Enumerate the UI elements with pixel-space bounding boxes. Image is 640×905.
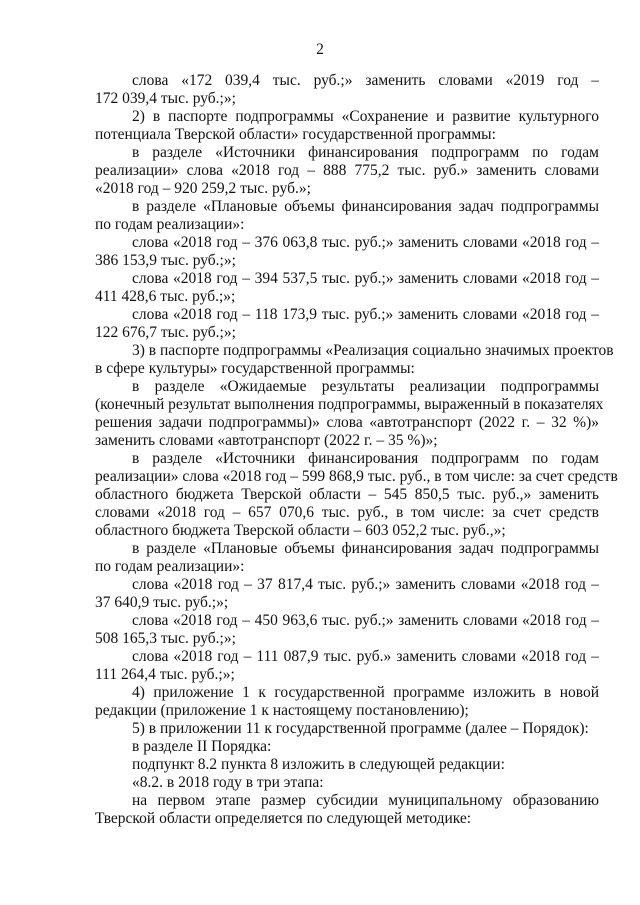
- text-line: 37 640,9 тыс. руб.;»;: [95, 594, 229, 611]
- paragraph: [95, 198, 599, 234]
- paragraph: [95, 684, 599, 720]
- text-line: по годам реализации»:: [95, 558, 245, 575]
- text-line: в сфере культуры» государственной программы:: [95, 360, 415, 377]
- text-line: 4) приложение 1 к государственной программе изложить в новой: [132, 684, 599, 701]
- paragraph: [95, 792, 599, 828]
- text-line: решения задачи подпрограммы)» слова «автотранспорт (2022 г. – 32 %)»: [95, 414, 599, 431]
- text-line: 111 264,4 тыс. руб.;»;: [95, 666, 235, 683]
- text-line: словами «2018 год – 657 070,6 тыс. руб., в том числе: за счет средств: [95, 504, 599, 521]
- text-line: 411 428,6 тыс. руб.;»;: [95, 288, 236, 305]
- text-line: 172 039,4 тыс. руб.;»;: [95, 90, 236, 107]
- paragraph: [95, 378, 604, 450]
- text-line: в разделе «Плановые объемы финансирования задач подпрограммы: [132, 540, 599, 557]
- paragraph: [95, 774, 599, 792]
- text-line: слова «2018 год – 118 173,9 тыс. руб.;» заменить словами «2018 год –: [132, 306, 599, 323]
- paragraph: [95, 306, 599, 342]
- document-body: [95, 72, 618, 828]
- paragraph: [95, 144, 599, 198]
- text-line: подпункт 8.2 пункта 8 изложить в следующей редакции:: [132, 756, 505, 773]
- text-line: по годам реализации»:: [95, 216, 245, 233]
- text-line: областного бюджета Тверской области – 545 850,5 тыс. руб.,» заменить: [95, 486, 599, 503]
- text-line: 122 676,7 тыс. руб.;»;: [95, 324, 236, 341]
- text-line: в разделе «Ожидаемые результаты реализации подпрограммы: [132, 378, 599, 395]
- text-line: реализации» слова «2018 год – 599 868,9 тыс. руб., в том числе: за счет средств: [95, 468, 618, 485]
- text-line: в разделе «Плановые объемы финансирования задач подпрограммы: [132, 198, 599, 215]
- text-line: потенциала Тверской области» государственной программы:: [95, 126, 496, 143]
- text-line: 508 165,3 тыс. руб.;»;: [95, 630, 236, 647]
- text-line: редакции (приложение 1 к настоящему постановлению);: [95, 702, 469, 719]
- paragraph: [95, 612, 599, 648]
- paragraph: [95, 108, 599, 144]
- text-line: слова «2018 год – 111 087,9 тыс. руб.» заменить словами «2018 год –: [132, 648, 599, 665]
- paragraph: [95, 234, 599, 270]
- paragraph: [95, 738, 599, 756]
- text-line: 386 153,9 тыс. руб.;»;: [95, 252, 236, 269]
- text-line: «2018 год – 920 259,2 тыс. руб.»;: [95, 180, 311, 197]
- text-line: областного бюджета Тверской области – 603 052,2 тыс. руб.,»;: [95, 522, 506, 539]
- text-line: реализации» слова «2018 год – 888 775,2 тыс. руб.» заменить словами: [95, 162, 599, 179]
- text-line: 5) в приложении 11 к государственной программе (далее – Порядок):: [132, 720, 589, 737]
- text-line: слова «2018 год – 394 537,5 тыс. руб.;» заменить словами «2018 год –: [132, 270, 599, 287]
- text-line: в разделе «Источники финансирования подпрограмм по годам: [132, 144, 599, 161]
- paragraph: [95, 756, 599, 774]
- text-line: Тверской области определяется по следующей методике:: [95, 810, 472, 827]
- text-line: слова «172 039,4 тыс. руб.;» заменить словами «2019 год –: [132, 72, 599, 89]
- page-number: 2: [316, 41, 324, 58]
- text-line: слова «2018 год – 376 063,8 тыс. руб.;» заменить словами «2018 год –: [132, 234, 599, 251]
- text-line: 3) в паспорте подпрограммы «Реализация социально значимых проектов: [132, 342, 614, 359]
- paragraph: [95, 540, 599, 576]
- text-line: слова «2018 год – 37 817,4 тыс. руб.;» заменить словами «2018 год –: [132, 576, 599, 593]
- text-line: в разделе «Источники финансирования подпрограмм по годам: [132, 450, 599, 467]
- text-line: в разделе II Порядка:: [132, 738, 272, 755]
- text-line: заменить словами «автотранспорт (2022 г. – 35 %)»;: [95, 432, 438, 449]
- paragraph: [95, 450, 618, 540]
- text-line: слова «2018 год – 450 963,6 тыс. руб.;» заменить словами «2018 год –: [132, 612, 599, 629]
- text-line: 2) в паспорте подпрограммы «Сохранение и развитие культурного: [132, 108, 599, 125]
- paragraph: [95, 342, 614, 378]
- text-line: на первом этапе размер субсидии муниципальному образованию: [132, 792, 599, 809]
- paragraph: [95, 576, 599, 612]
- paragraph: [95, 270, 599, 306]
- text-line: (конечный результат выполнения подпрограммы, выраженный в показателях: [95, 396, 604, 413]
- paragraph: [95, 648, 599, 684]
- text-line: «8.2. в 2018 году в три этапа:: [132, 774, 324, 791]
- paragraph: [95, 72, 599, 108]
- paragraph: [95, 720, 599, 738]
